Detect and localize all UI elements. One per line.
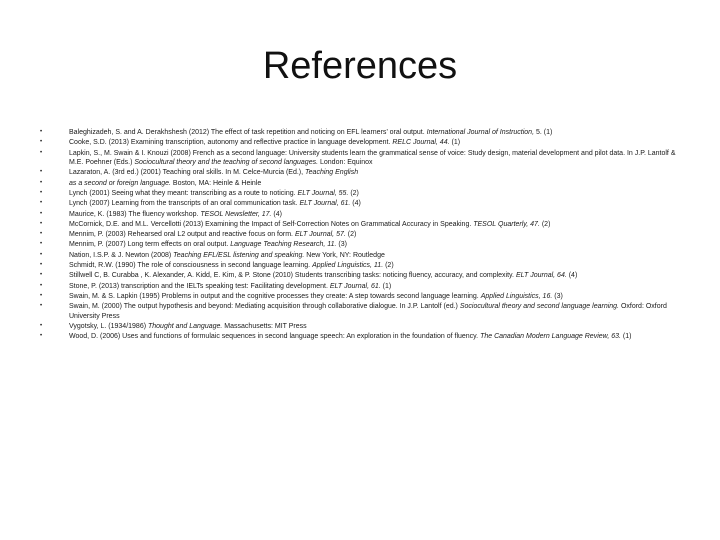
reference-source: Teaching EFL/ESL listening and speaking. (173, 251, 305, 259)
reference-item (40, 210, 680, 220)
bullet-icon: • (40, 169, 43, 176)
reference-item (40, 332, 680, 342)
reference-item (40, 261, 680, 271)
reference-source: ELT Journal, 55. (297, 190, 349, 197)
bullet-icon: • (40, 251, 43, 258)
reference-source: Thought and Language. (148, 322, 223, 330)
reference-details: Oxford: Oxford University Press (69, 303, 667, 320)
bullet-icon: • (40, 190, 43, 196)
reference-details: (2) (345, 231, 357, 239)
reference-text: Swain, M. & S. Lapkin (1995) Problems in output and the cognitive processes they create: A step towards second language learning. (69, 292, 481, 300)
reference-source: ELT Journal, 57. (294, 231, 346, 239)
slide-title: References (262, 45, 458, 87)
reference-source: Language Teaching Research, 11. (230, 241, 337, 249)
reference-item (40, 240, 680, 250)
bullet-icon: • (40, 303, 43, 310)
reference-text: Nation, I.S.P. & J. Newton (2008) (69, 251, 174, 259)
reference-details: (1) (620, 333, 632, 341)
reference-text: Lazaraton, A. (3rd ed.) (2001) Teaching oral skills. In M. Celce-Murcia (Ed.), (69, 169, 306, 177)
reference-item (40, 292, 680, 302)
reference-details: (1) (380, 282, 392, 290)
reference-source: Teaching English (305, 169, 359, 177)
reference-details: (1) (449, 139, 461, 147)
reference-text: Cooke, S.D. (2013) Examining transcription, autonomy and reflective practice in language development. (69, 139, 393, 147)
reference-details: New York, NY: Routledge (304, 251, 385, 259)
reference-text: Maurice, K. (1983) The fluency workshop. (69, 210, 201, 218)
reference-item (40, 282, 680, 292)
reference-item (40, 149, 680, 168)
reference-source: ELT Journal, 61. (299, 200, 351, 208)
reference-details: (4) (350, 200, 361, 208)
reference-details: (2) (383, 261, 394, 269)
bullet-icon: • (40, 261, 43, 268)
bullet-icon: • (40, 333, 43, 340)
reference-source: ELT Journal, 64. (515, 272, 567, 280)
reference-source: The Canadian Modern Language Review, 63. (480, 333, 621, 341)
reference-text: Lynch (2007) Learning from the transcripts of an oral communication task. (69, 200, 300, 208)
reference-text: Vygotsky, L. (1934/1986) (69, 322, 148, 330)
reference-text: Stone, P. (2013) transcription and the IELTs speaking test: Facilitating development. (69, 282, 330, 290)
bullet-icon: • (40, 292, 43, 299)
reference-item (40, 138, 680, 148)
reference-source: ELT Journal, 61. (329, 282, 381, 290)
reference-source: Applied Linguistics, 16. (480, 292, 553, 300)
reference-item (40, 322, 680, 332)
reference-details: (4) (271, 210, 282, 218)
reference-details: (3) (336, 241, 347, 249)
reference-details: Boston, MA: Heinle & Heinle (170, 179, 262, 187)
reference-source: Sociocultural theory and the teaching of second languages. (134, 159, 319, 167)
bullet-icon: • (40, 322, 43, 329)
reference-item (40, 168, 680, 178)
reference-text: Stillwell C, B. Curabba , K. Alexander, A. Kidd, E. Kim, & P. Stone (2010) Students transcribing tasks: noticing fluency, accuracy, and complexity. (69, 272, 516, 280)
reference-text: Mennim, P. (2003) Rehearsed oral L2 output and reactive focus on form. (69, 231, 295, 239)
reference-source: International Journal of Instruction, (426, 129, 535, 136)
bullet-icon: • (40, 210, 43, 217)
reference-text: McCornick, D.E. and M.L. Vercellotti (2013) Examining the Impact of Self-Correction Notes on Grammatical Accuracy in Speaking. (69, 220, 474, 228)
reference-details: Massachusetts: MIT Press (222, 322, 307, 330)
bullet-icon: • (40, 179, 43, 186)
reference-item (40, 128, 680, 138)
reference-details: (2) (348, 190, 359, 197)
bullet-icon: • (40, 241, 43, 248)
reference-text: Lynch (2001) Seeing what they meant: transcribing as a route to noticing. (69, 190, 298, 197)
reference-item (40, 251, 680, 261)
reference-details: London: Equinox (318, 159, 373, 167)
reference-details: (4) (566, 272, 578, 280)
bullet-icon: • (40, 282, 43, 289)
reference-text: Baleghizadeh, S. and A. Derakhshesh (2012) The effect of task repetition and noticing on EFL learners’ oral output. (69, 129, 427, 136)
reference-list (40, 128, 680, 343)
bullet-icon: • (40, 231, 43, 238)
bullet-icon: • (40, 272, 43, 279)
reference-source: Applied Linguistics, 11. (312, 261, 384, 269)
reference-item (40, 199, 680, 209)
reference-text: Swain, M. (2000) The output hypothesis and beyond: Mediating acquisition through collaborative dialogue. In J.P. Lantolf (ed.) (69, 303, 460, 311)
bullet-icon: • (40, 139, 43, 146)
reference-item (40, 230, 680, 240)
reference-details: (2) (539, 220, 551, 228)
reference-source: TESOL Quarterly, 47. (473, 220, 540, 228)
reference-item (40, 302, 680, 321)
bullet-icon: • (40, 149, 43, 156)
reference-source: Sociocultural theory and second language learning. (459, 303, 619, 311)
reference-source: as a second or foreign language. (69, 179, 171, 187)
bullet-icon: • (40, 200, 43, 207)
reference-source: RELC Journal, 44. (392, 139, 450, 147)
reference-item (40, 220, 680, 230)
reference-text: Schmidt, R.W. (1990) The role of consciousness in second language learning. (69, 261, 313, 269)
reference-text: Mennim, P. (2007) Long term effects on oral output. (69, 241, 231, 249)
bullet-icon: • (40, 220, 43, 227)
reference-text: Wood, D. (2006) Uses and functions of formulaic sequences in second language speech: An exploration in the foundation of fluency. (69, 333, 481, 341)
reference-source: TESOL Newsletter, 17. (200, 210, 272, 218)
reference-details: 5. (1) (534, 129, 553, 136)
reference-details: (3) (552, 292, 563, 300)
reference-item (40, 189, 680, 199)
bullet-icon: • (40, 129, 43, 135)
reference-item (40, 271, 680, 281)
reference-text: Lapkin, S., M. Swain & I. Knouzi (2008) French as a second language: University students learn the grammatical sense of voice: Study design, material development and pilot data. In J.P. Lantolf & M.E. Poehner (Eds.) (69, 149, 676, 167)
reference-item (40, 179, 680, 189)
